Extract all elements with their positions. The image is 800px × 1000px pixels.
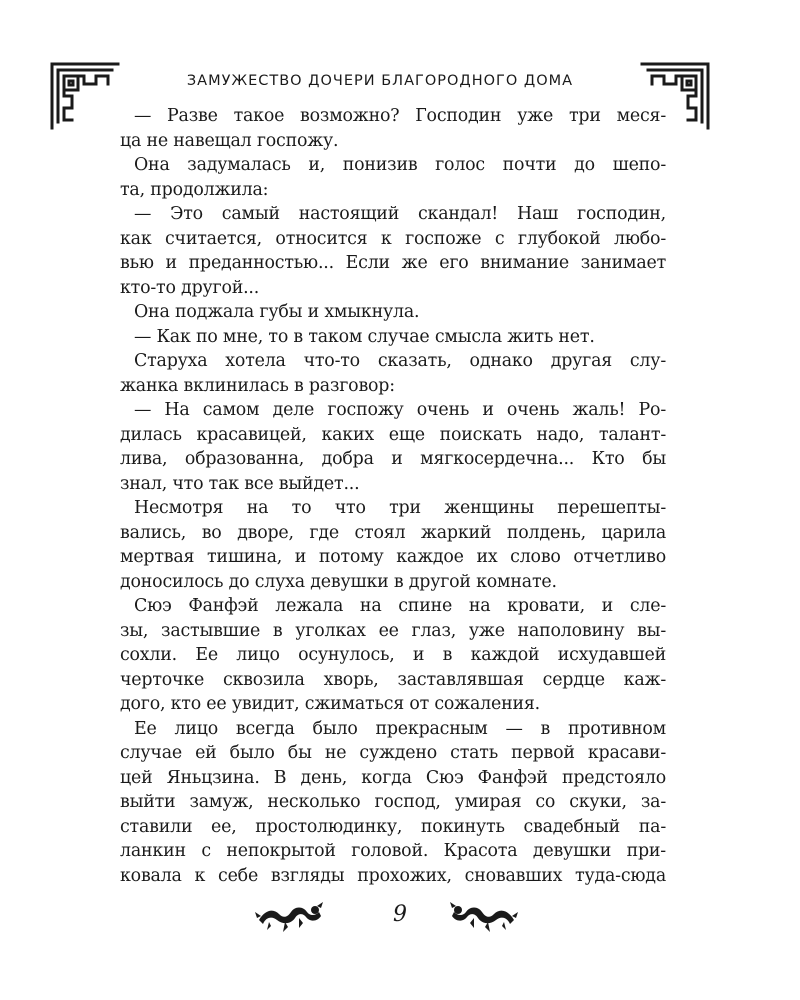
text-line: ставили ее, простолюдинку, покинуть свадебный па- xyxy=(120,816,666,837)
greek-key-corner-icon xyxy=(48,58,120,130)
text-line: ковала к себе взгляды прохожих, сновавших туда-сюда xyxy=(120,865,666,886)
text-line: — Как по мне, то в таком случае смысла жить нет. xyxy=(134,326,595,347)
text-line: Ее лицо всегда было прекрасным — в противном xyxy=(134,718,666,739)
text-line: Несмотря на то что три женщины перешепты- xyxy=(134,498,666,518)
text-line: дилась красавицей, каких еще поискать надо, талант- xyxy=(120,424,666,445)
text-line: — На самом деле госпожу очень и очень жаль! Ро- xyxy=(134,400,666,420)
text-line: та, продолжила: xyxy=(120,179,269,200)
text-line: вались, во дворе, где стоял жаркий полдень, царила xyxy=(120,522,666,543)
text-line: ца не навещал госпожу. xyxy=(120,130,339,151)
text-line: доносилось до слуха девушки в другой комнате. xyxy=(120,571,557,592)
text-line: вью и преданностью... Если же его внимание занимает xyxy=(120,253,666,273)
dragon-icon xyxy=(255,900,325,936)
text-line: — Разве такое возможно? Господин уже три меся- xyxy=(134,106,666,126)
text-line: зы, застывшие в уголках ее глаз, уже наполовину вы- xyxy=(120,620,666,641)
text-line: — Это самый настоящий скандал! Наш господин, xyxy=(134,204,666,224)
text-line: кто-то другой... xyxy=(120,277,260,298)
text-line: сохли. Ее лицо осунулось, и в каждой исхудавшей xyxy=(120,645,666,665)
text-line: Сюэ Фанфэй лежала на спине на кровати, и слe- xyxy=(134,596,666,616)
text-line: знал, что так все выйдет... xyxy=(120,473,360,494)
text-line: жанка вклинилась в разговор: xyxy=(120,375,395,396)
text-line: Старуха хотела что-то сказать, однако другая слу- xyxy=(134,351,666,371)
text-line: цей Яньцзина. В день, когда Сюэ Фанфэй предстояло xyxy=(120,767,666,788)
page-footer xyxy=(0,900,800,940)
text-line: случае ей было бы не суждено стать первой красави- xyxy=(120,743,666,763)
text-line: ланкин с непокрытой головой. Красота девушки при- xyxy=(120,841,666,861)
text-line: мертвая тишина, и потому каждое их слово отчетливо xyxy=(120,547,666,567)
text-line: черточке сквозила хворь, заставлявшая сердце каж- xyxy=(120,669,666,690)
running-header-title: ЗАМУЖЕСТВО ДОЧЕРИ БЛАГОРОДНОГО ДОМА xyxy=(186,73,574,89)
text-line: Она поджала губы и хмыкнула. xyxy=(134,302,420,322)
dragon-icon xyxy=(448,900,518,936)
text-line: лива, образованна, добра и мягкосердечна... Кто бы xyxy=(120,449,666,469)
text-line: выйти замуж, несколько господ, умирая со скуки, за- xyxy=(120,792,666,812)
text-line: как считается, относится к госпоже с глубокой любо- xyxy=(120,228,666,249)
page-body-text xyxy=(120,104,666,888)
text-line: дого, кто ее увидит, сжиматься от сожаления. xyxy=(120,694,540,714)
text-line: Она задумалась и, понизив голос почти до шепо- xyxy=(134,155,666,175)
page-number: 9 xyxy=(393,902,407,927)
